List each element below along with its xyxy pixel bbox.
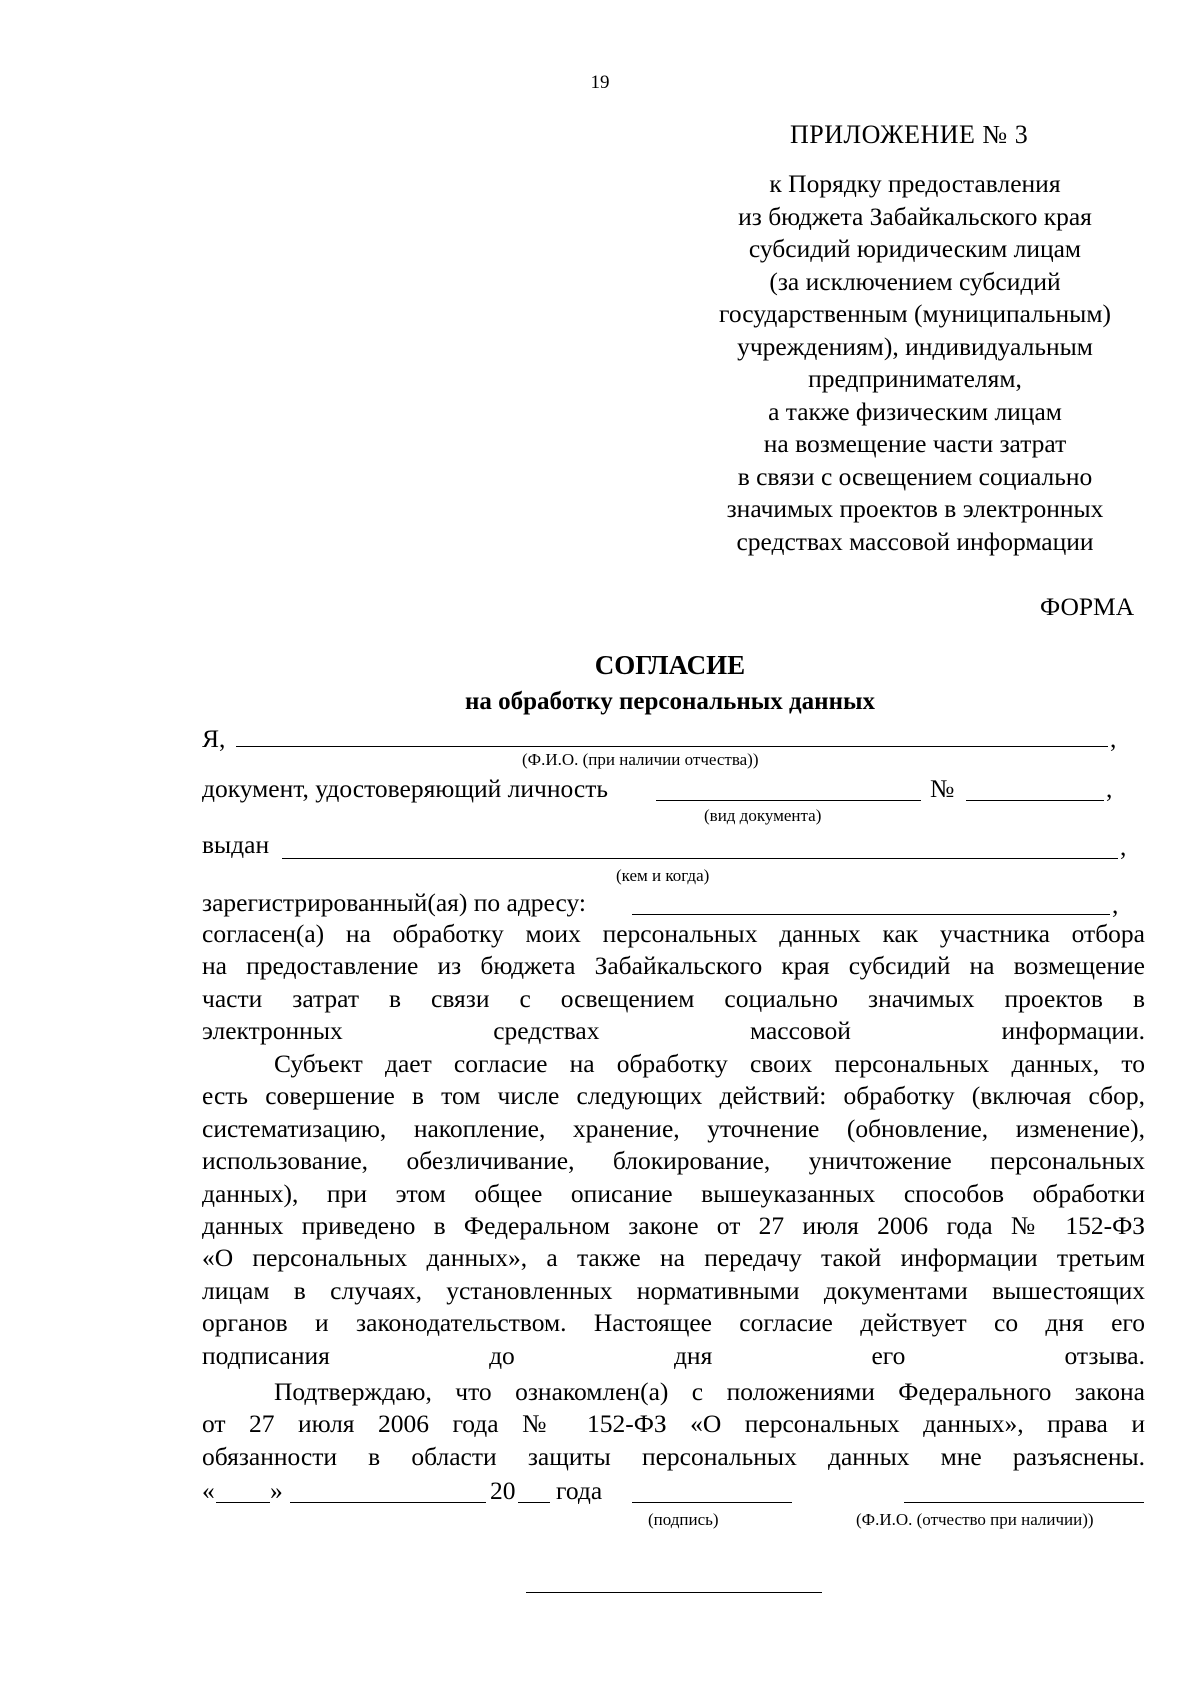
document-number-input-line[interactable]: [966, 800, 1104, 801]
paragraph-line: от 27 июля 2006 года № 152-ФЗ «О персональных данных», права и: [202, 1409, 1145, 1439]
address-label: зарегистрированный(ая) по адресу:: [202, 888, 586, 917]
form-label: ФОРМА: [1040, 592, 1135, 621]
appendix-line: государственным (муниципальным): [719, 299, 1111, 328]
signer-name-input-line[interactable]: [904, 1502, 1144, 1503]
closing-divider: [526, 1592, 822, 1593]
paragraph-line: обязанности в области защиты персональных данных мне разъяснены.: [202, 1441, 1145, 1471]
appendix-line: значимых проектов в электронных: [726, 494, 1104, 523]
paragraph-line: использование, обезличивание, блокирование, уничтожение персональных: [202, 1146, 1145, 1176]
appendix-line: субсидий юридическим лицам: [748, 234, 1082, 263]
issued-caption: (кем и когда): [616, 866, 710, 885]
paragraph-line: «О персональных данных», а также на передачу такой информации третьим: [202, 1243, 1145, 1273]
paragraph-line: Подтверждаю, что ознакомлен(а) с положениями Федерального закона: [274, 1377, 1145, 1406]
appendix-title: ПРИЛОЖЕНИЕ № 3: [790, 120, 1029, 149]
appendix-line: к Порядку предоставления: [769, 169, 1061, 198]
paragraph-line: на предоставление из бюджета Забайкальского края субсидий на возмещение: [202, 951, 1145, 981]
appendix-reference: [690, 168, 1140, 558]
address-comma: ,: [1112, 890, 1119, 919]
fio-input-line[interactable]: [236, 746, 1108, 747]
paragraph-line: согласен(а) на обработку моих персональных данных как участника отбора: [202, 919, 1145, 948]
paragraph-line: органов и законодательством. Настоящее согласие действует со дня его: [202, 1308, 1145, 1338]
appendix-line: (за исключением субсидий: [769, 266, 1061, 296]
paragraph-line: Субъект дает согласие на обработку своих персональных данных, то: [274, 1049, 1145, 1078]
appendix-line: на возмещение части затрат: [763, 429, 1067, 458]
appendix-line: в связи с освещением социально: [737, 461, 1093, 491]
signature-input-line[interactable]: [632, 1502, 792, 1503]
appendix-line: учреждениям), индивидуальным: [737, 331, 1093, 361]
document-label: документ, удостоверяющий личность: [202, 774, 608, 803]
appendix-line: а также физическим лицам: [768, 396, 1062, 426]
paragraph-line: есть совершение в том числе следующих действий: обработку (включая сбор,: [202, 1081, 1145, 1111]
date-year-prefix: 20: [490, 1476, 516, 1505]
consent-details-paragraph: [202, 1048, 1145, 1372]
document-comma: ,: [1106, 774, 1113, 803]
date-month-input-line[interactable]: [290, 1502, 486, 1503]
paragraph-line: данных приведено в Федеральном законе от 27 июля 2006 года № 152-ФЗ: [202, 1211, 1145, 1241]
paragraph-line: электронных средствах массовой информации.: [202, 1016, 1145, 1046]
signer-name-caption: (Ф.И.О. (отчество при наличии)): [856, 1510, 1094, 1529]
issued-label: выдан: [202, 830, 270, 859]
date-day-input-line[interactable]: [216, 1502, 270, 1503]
page-number: 19: [590, 72, 610, 93]
number-sign: №: [930, 774, 955, 803]
address-input-line[interactable]: [632, 914, 1110, 915]
issued-comma: ,: [1120, 832, 1127, 861]
document-type-caption: (вид документа): [704, 806, 822, 825]
signature-caption: (подпись): [648, 1510, 719, 1529]
paragraph-line: лицам в случаях, установленных нормативными документами вышестоящих: [202, 1275, 1145, 1305]
confirmation-paragraph: [202, 1376, 1145, 1473]
date-year-input-line[interactable]: [518, 1502, 550, 1503]
paragraph-line: подписания до дня его отзыва.: [202, 1340, 1145, 1370]
date-open-quote: «: [202, 1476, 215, 1505]
fio-comma: ,: [1110, 724, 1117, 753]
date-close-quote: »: [270, 1476, 283, 1505]
date-year-suffix: года: [556, 1476, 603, 1505]
paragraph-line: части затрат в связи с освещением социально значимых проектов в: [202, 983, 1145, 1013]
appendix-line: средствах массовой информации: [736, 526, 1094, 556]
paragraph-line: данных), при этом общее описание вышеуказанных способов обработки: [202, 1178, 1145, 1208]
document-type-input-line[interactable]: [656, 800, 921, 801]
paragraph-line: систематизацию, накопление, хранение, уточнение (обновление, изменение),: [202, 1113, 1145, 1143]
document-title: СОГЛАСИЕ: [594, 650, 746, 680]
fio-caption: (Ф.И.О. (при наличии отчества)): [522, 750, 759, 769]
consent-paragraph: [202, 918, 1145, 1048]
issued-input-line[interactable]: [282, 858, 1118, 859]
appendix-line: предпринимателям,: [808, 364, 1022, 393]
appendix-line: из бюджета Забайкальского края: [738, 201, 1092, 231]
fio-prefix: Я,: [202, 724, 226, 753]
document-subtitle: на обработку персональных данных: [465, 688, 875, 715]
